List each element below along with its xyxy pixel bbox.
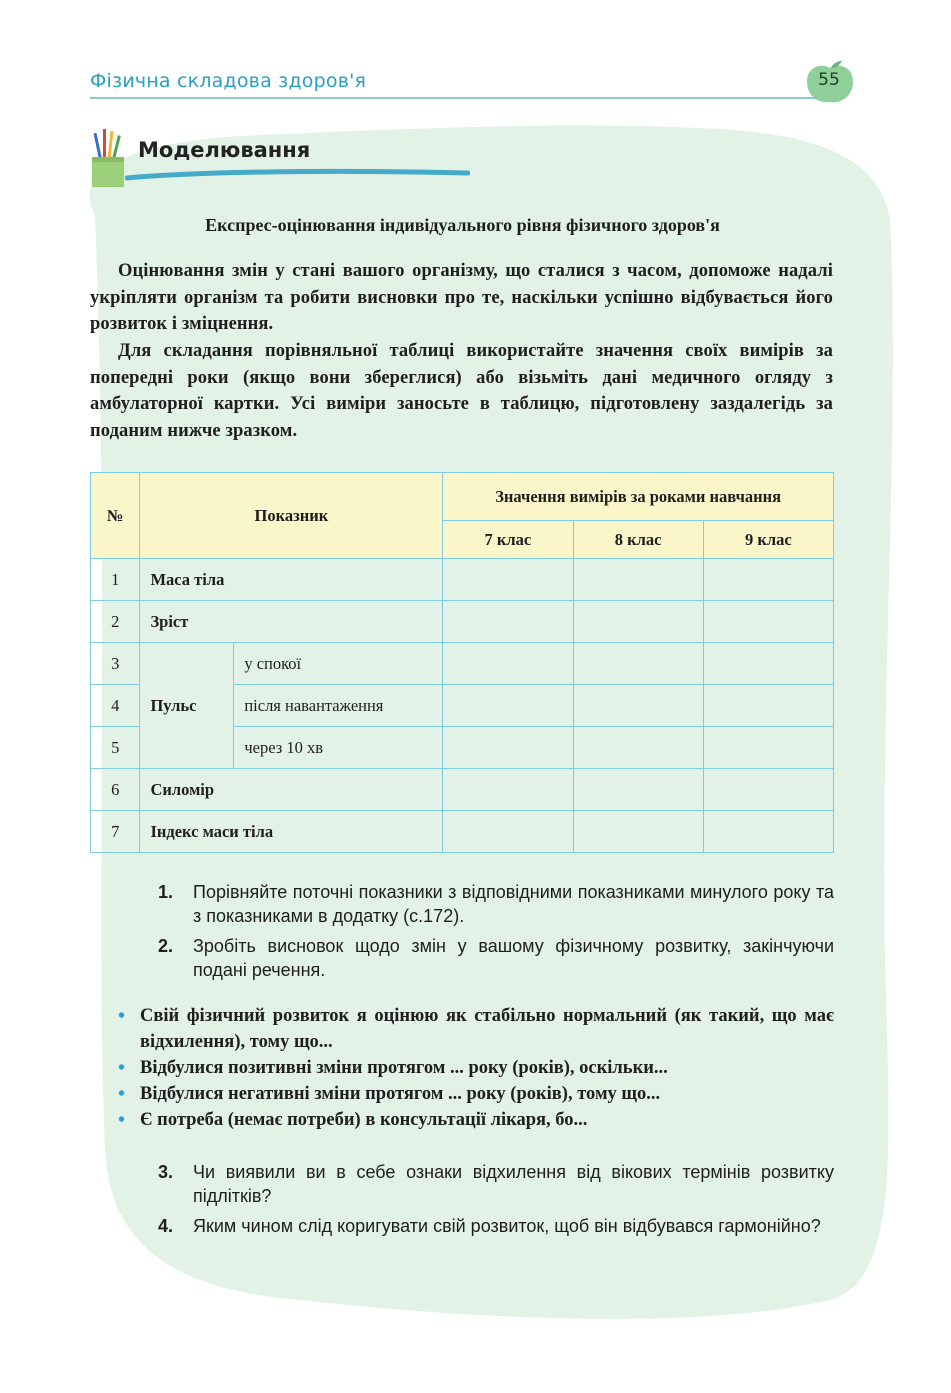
header-indicator: Показник: [140, 473, 443, 559]
value-cell: [703, 769, 833, 811]
header-grade-8: 8 клас: [573, 521, 703, 559]
value-cell: [703, 727, 833, 769]
question-item: [158, 1160, 834, 1208]
question-text: Зробіть висновок щодо змін у вашому фізичному розвитку, закінчуючи подані речення.: [193, 936, 834, 980]
question-text: Яким чином слід коригувати свій розвиток, щоб він відбувався гармонійно?: [193, 1216, 821, 1236]
row-sub-label: після навантаження: [234, 685, 443, 727]
bullet-icon: •: [118, 1109, 126, 1131]
question-number: 3.: [158, 1162, 174, 1182]
row-number: 7: [91, 811, 140, 853]
row-label: Силомір: [140, 769, 443, 811]
bullet-text: Відбулися негативні зміни протягом ... року (років), тому що...: [140, 1084, 661, 1104]
header-grade-9: 9 клас: [703, 521, 833, 559]
table-row: [91, 769, 834, 811]
value-cell: [573, 559, 703, 601]
value-cell: [573, 601, 703, 643]
question-number: 4.: [158, 1216, 174, 1236]
list-item: [118, 1081, 834, 1107]
pencil-cup-icon: [90, 125, 130, 190]
table-row: [91, 811, 834, 853]
bullet-icon: •: [118, 1083, 126, 1105]
page-number: 55: [818, 70, 840, 90]
question-item: [158, 934, 834, 982]
value-cell: [443, 811, 573, 853]
row-label: Зріст: [140, 601, 443, 643]
paragraph-2: Для складання порівняльної таблиці використайте значення своїх вимірів за попередні роки (якщо вони збереглися) або візьміть дані медичного огляду з амбулаторної картки. Усі виміри заносьте в таблицю, підготовлену заздалегідь за поданим нижче зразком.: [90, 341, 833, 441]
value-cell: [443, 685, 573, 727]
value-cell: [573, 643, 703, 685]
header-number: №: [91, 473, 140, 559]
questions-list-a: [158, 880, 834, 988]
question-number: 2.: [158, 936, 174, 956]
value-cell: [703, 559, 833, 601]
question-number: 1.: [158, 882, 174, 902]
table-row: [91, 643, 834, 685]
header-values: Значення вимірів за роками навчання: [443, 473, 834, 521]
row-number: 3: [91, 643, 140, 685]
value-cell: [703, 685, 833, 727]
bullet-text: Є потреба (немає потреби) в консультації лікаря, бо...: [140, 1110, 588, 1130]
value-cell: [443, 769, 573, 811]
bullet-icon: •: [118, 1005, 126, 1027]
value-cell: [703, 811, 833, 853]
value-cell: [573, 727, 703, 769]
row-number: 4: [91, 685, 140, 727]
row-number: 1: [91, 559, 140, 601]
row-number: 5: [91, 727, 140, 769]
question-text: Порівняйте поточні показники з відповідними показниками минулого року та з показниками в додатку (с.172).: [193, 882, 834, 926]
value-cell: [443, 601, 573, 643]
row-label: Маса тіла: [140, 559, 443, 601]
value-cell: [573, 685, 703, 727]
bullet-text: Свій фізичний розвиток я оцінюю як стабільно нормальний (як такий, що має відхилення), тому що...: [140, 1006, 834, 1052]
value-cell: [443, 559, 573, 601]
questions-list-b: [158, 1160, 834, 1244]
table-row: [91, 559, 834, 601]
value-cell: [443, 727, 573, 769]
bullet-list: [118, 1003, 834, 1133]
bullet-text: Відбулися позитивні зміни протягом ... року (років), оскільки...: [140, 1058, 668, 1078]
row-sub-label: через 10 хв: [234, 727, 443, 769]
value-cell: [573, 769, 703, 811]
question-item: [158, 880, 834, 928]
header-grade-7: 7 клас: [443, 521, 573, 559]
value-cell: [703, 601, 833, 643]
question-item: [158, 1214, 834, 1238]
value-cell: [443, 643, 573, 685]
row-number: 2: [91, 601, 140, 643]
chapter-title: Фізична складова здоров'я: [90, 70, 367, 92]
value-cell: [573, 811, 703, 853]
value-cell: [703, 643, 833, 685]
row-label: Індекс маси тіла: [140, 811, 443, 853]
row-sub-label: у спокої: [234, 643, 443, 685]
section-underline: [125, 168, 470, 182]
subheading: Експрес-оцінювання індивідуального рівня фізичного здоров'я: [205, 215, 720, 235]
measurements-table: [90, 472, 834, 853]
list-item: [118, 1055, 834, 1081]
question-text: Чи виявили ви в себе ознаки відхилення від вікових термінів розвитку підлітків?: [193, 1162, 834, 1206]
paragraph-1: Оцінювання змін у стані вашого організму, що сталися з часом, допоможе надалі укріпляти організм та робити висновки про те, наскільки успішно відбувається його розвиток і зміцнення.: [90, 261, 833, 334]
row-group-label: Пульс: [140, 643, 234, 769]
section-title: Моделювання: [138, 138, 311, 162]
header-rule: [90, 97, 820, 99]
table-row: [91, 601, 834, 643]
row-number: 6: [91, 769, 140, 811]
list-item: [118, 1107, 834, 1133]
list-item: [118, 1003, 834, 1055]
bullet-icon: •: [118, 1057, 126, 1079]
